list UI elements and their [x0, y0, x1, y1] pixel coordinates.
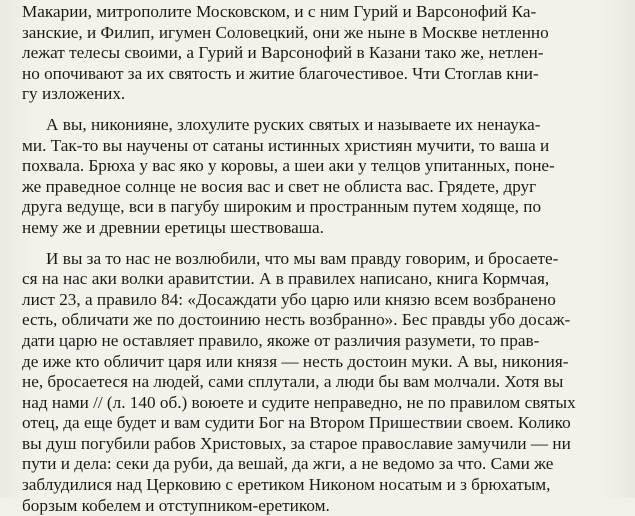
text-line: заблудилися над Церковию с еретиком Никоном носатым и з брюхатым, — [22, 475, 551, 495]
text-line: отец, да еще будет и вам судити Бог на Втором Пришествии своем. Колико — [22, 413, 571, 433]
text-line: же праведное солнце не восия вас и свет не облиста вас. Грядете, друг — [22, 176, 537, 196]
text-line: борзым кобелем и отступником-еретиком. — [22, 495, 330, 515]
text-line: есть, обличати же по достоинию несть возбранно». Бес правды убо досаж- — [22, 310, 571, 330]
text-line: похвала. Брюха у вас яко у коровы, а шеи аки у телцов упитанных, поне- — [22, 156, 555, 176]
text-line: над нами // (л. 140 об.) воюете и судите неправедно, не по правилом святых — [22, 392, 576, 412]
text-line: гу изложених. — [22, 84, 126, 104]
text-line: лист 23, а правило 84: «Досаждати убо царю или князю всем возбранено — [22, 289, 556, 309]
text-line: друга ведуще, вси в пагубу широким и пространным путем ходяще, по — [22, 197, 542, 217]
paragraph-gap — [22, 105, 624, 115]
text-line: лежат телесы своими, а Гурий и Варсонофий в Казани тако же, нетлен- — [22, 43, 544, 63]
document-text — [22, 2, 624, 516]
text-line: пути и дела: секи да руби, да вешай, да жги, а не ведомо за что. Сами же — [22, 454, 554, 474]
text-line: занские, и Филип, игумен Соловецкий, они же ныне в Москве нетленно — [22, 22, 549, 42]
text-line: ми. Так-то вы научены от сатаны истинных християн мучити, то ваша и — [22, 135, 550, 155]
text-line: дати царю не оставляет правило, якоже от различия разумети, то прав- — [22, 330, 540, 350]
text-line: А вы, никонияне, злохулите руских святых и называете их ненаукa- — [46, 114, 541, 134]
text-line: И вы за то нас не возлюбили, что мы вам правду говорим, и бросаете- — [46, 248, 559, 268]
text-line: не, бросаетеся на людей, сами сплутали, а люди бы вам молчали. Хотя вы — [22, 372, 564, 392]
text-line: де иже кто обличит царя или князя — несть достоин муки. А вы, никония- — [22, 351, 569, 371]
text-line: но опочивают за их святость и житие благочестивое. Чти Стоглав кни- — [22, 63, 539, 83]
paragraph-gap — [22, 239, 624, 249]
text-line: Макарии, митрополите Московском, и с ним Гурий и Варсонофий Ка- — [22, 2, 537, 21]
text-line: вы душ погубили рабов Христовых, за старое православие замучили — ни — [22, 433, 571, 453]
text-line: ся на нас аки волки аравитстии. А в правилех написано, книга Кормчая, — [22, 269, 550, 289]
text-line: нему же и древнии еретицы шествоваша. — [22, 217, 324, 237]
